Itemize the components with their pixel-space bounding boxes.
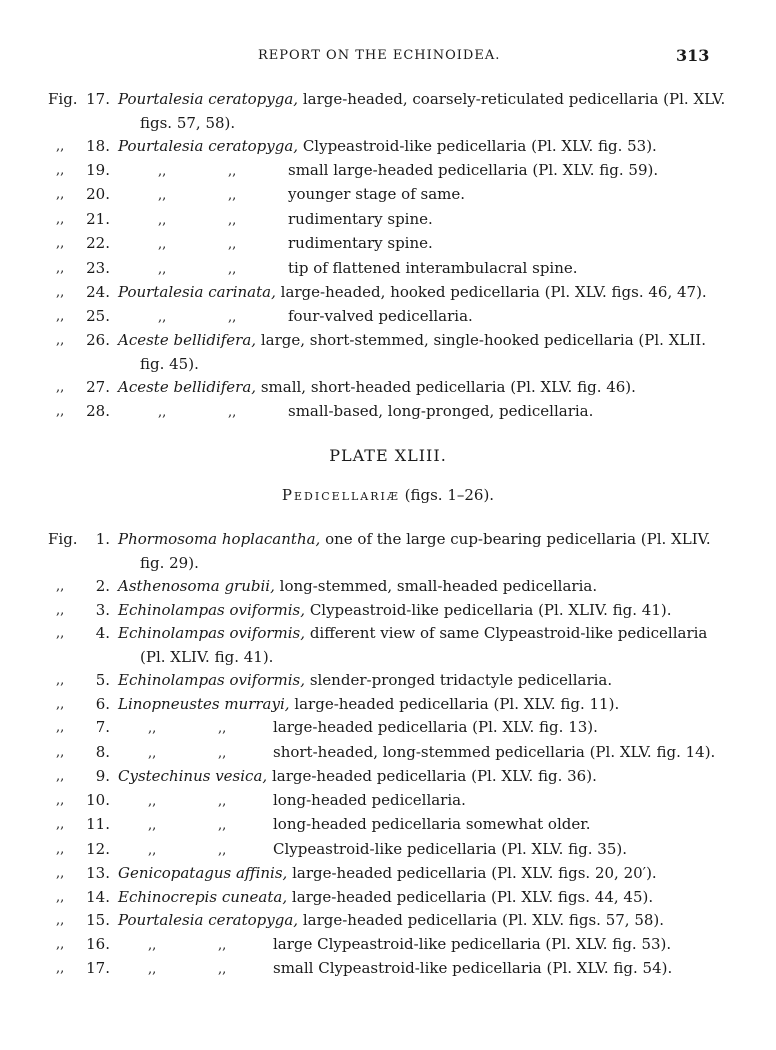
figure-caption (118, 862, 730, 886)
figure-entry (0, 622, 776, 669)
figure-number: 18. (86, 137, 110, 155)
figure-number: 17. (86, 90, 110, 108)
caption-continuation: figs. 57, 58). (140, 113, 236, 132)
figure-caption (118, 933, 730, 958)
caption-text: large-headed, hooked pedicellaria (Pl. XLV. figs. 46, 47). (280, 283, 707, 301)
figure-caption (118, 88, 730, 135)
ditto-genus: ,, (148, 937, 157, 953)
figure-caption (118, 329, 730, 376)
ditto-species: ,, (228, 188, 237, 203)
plate-subtitle (0, 486, 776, 504)
figure-number: 23. (86, 258, 110, 277)
caption-text: long-headed pedicellaria somewhat older. (273, 815, 591, 833)
caption-continuation: fig. 29). (140, 553, 199, 572)
ditto-species: ,, (218, 962, 227, 977)
ditto-genus: ,, (158, 404, 167, 420)
caption-text: Clypeastroid-like pedicellaria (Pl. XLIV. fig. 41). (309, 600, 672, 619)
plate-subtitle-heading: Pedicellariæ (281, 486, 400, 504)
figure-entry (0, 765, 776, 789)
figure-entry (0, 528, 776, 575)
fig-label: Fig. (48, 90, 78, 108)
figure-caption (118, 789, 730, 814)
figure-entry (0, 716, 776, 741)
ditto-species: ,, (228, 261, 237, 277)
fig-label: Fig. (48, 530, 78, 548)
figure-number: 20. (86, 185, 110, 203)
page-number: 313 (676, 46, 710, 65)
species-name: Cystechinus vesica, (118, 767, 268, 785)
figure-caption (118, 528, 730, 575)
figure-list-plate-xliii (0, 528, 776, 982)
species-name: Echinocrepis cuneata, (118, 887, 288, 906)
species-name: Pourtalesia ceratopyga, (118, 90, 299, 108)
figure-number: 15. (86, 911, 110, 929)
figure-number: 26. (86, 331, 110, 349)
ditto-mark: ,, (56, 236, 65, 251)
figure-number: 10. (86, 790, 110, 809)
ditto-mark: ,, (56, 333, 65, 348)
figure-caption (118, 669, 730, 693)
figure-number: 13. (86, 864, 110, 882)
species-name: Phormosoma hoplacantha, (118, 530, 321, 548)
ditto-genus: ,, (158, 212, 167, 228)
ditto-mark: ,, (56, 285, 65, 300)
figure-entry (0, 281, 776, 305)
ditto-species: ,, (228, 404, 237, 420)
figure-caption (118, 622, 730, 669)
figure-caption (118, 741, 730, 766)
figure-entry (0, 789, 776, 814)
figure-number: 7. (95, 718, 110, 736)
ditto-species: ,, (218, 842, 227, 858)
ditto-mark: ,, (56, 626, 65, 641)
ditto-mark: ,, (56, 769, 65, 784)
ditto-mark: ,, (56, 889, 65, 905)
ditto-species: ,, (228, 237, 237, 252)
ditto-mark: ,, (56, 403, 65, 419)
figure-caption (118, 281, 730, 305)
plate-subtitle-range: (figs. 1–26). (404, 486, 495, 504)
ditto-mark: ,, (56, 139, 65, 154)
caption-text: slender-pronged tridactyle pedicellaria. (309, 671, 613, 689)
figure-entry (0, 135, 776, 159)
figure-entry (0, 886, 776, 910)
figure-caption (118, 716, 730, 741)
figure-entry (0, 232, 776, 257)
caption-text: rudimentary spine. (288, 209, 433, 228)
figure-entry (0, 257, 776, 282)
figure-caption (118, 765, 730, 789)
figure-entry (0, 599, 776, 623)
figure-number: 27. (86, 378, 110, 396)
caption-text: large-headed, coarsely-reticulated pedicellaria (Pl. XLV. (302, 90, 726, 108)
figure-caption (118, 159, 730, 184)
figure-caption (118, 957, 730, 982)
species-name: Pourtalesia ceratopyga, (118, 911, 299, 929)
figure-caption (118, 257, 730, 282)
caption-text: large-headed pedicellaria (Pl. XLV. fig. 11). (294, 694, 620, 713)
ditto-mark: ,, (56, 673, 65, 688)
figure-entry (0, 208, 776, 233)
ditto-genus: ,, (148, 818, 157, 833)
caption-text: large-headed pedicellaria (Pl. XLV. fig. 13). (273, 718, 598, 736)
figure-number: 25. (86, 306, 110, 325)
species-name: Pourtalesia carinata, (118, 283, 276, 301)
figure-number: 22. (86, 234, 110, 252)
ditto-mark: ,, (56, 211, 65, 227)
caption-text: Clypeastroid-like pedicellaria (Pl. XLV. fig. 53). (302, 137, 657, 155)
running-title: REPORT ON THE ECHINOIDEA. (258, 48, 501, 63)
figure-caption (118, 813, 730, 838)
caption-text: small, short-headed pedicellaria (Pl. XLV. fig. 46). (260, 378, 636, 396)
ditto-genus: ,, (148, 793, 157, 809)
ditto-species: ,, (218, 745, 227, 761)
figure-entry (0, 933, 776, 958)
caption-text: one of the large cup-bearing pedicellaria (Pl. XLIV. (325, 530, 711, 548)
ditto-mark: ,, (56, 913, 65, 928)
figure-number: 4. (95, 624, 110, 642)
figure-number: 9. (95, 767, 110, 785)
caption-text: small large-headed pedicellaria (Pl. XLV. fig. 59). (288, 160, 659, 179)
figure-entry (0, 88, 776, 135)
ditto-mark: ,, (56, 696, 65, 712)
figure-caption (118, 909, 730, 933)
ditto-species: ,, (218, 721, 227, 736)
figure-entry (0, 862, 776, 886)
ditto-mark: ,, (56, 308, 65, 324)
species-name: Asthenosoma grubii, (118, 577, 275, 595)
ditto-genus: ,, (148, 745, 157, 761)
figure-entry (0, 159, 776, 184)
figure-caption (118, 693, 730, 717)
figure-caption (118, 183, 730, 208)
caption-text: large-headed pedicellaria (Pl. XLV. figs. 20, 20′). (292, 864, 657, 882)
species-name: Aceste bellidifera, (118, 331, 257, 349)
ditto-species: ,, (228, 309, 237, 325)
figure-number: 12. (86, 839, 110, 858)
caption-text: large-headed pedicellaria (Pl. XLV. figs. 44, 45). (291, 887, 654, 906)
ditto-mark: ,, (56, 961, 65, 976)
figure-number: 16. (86, 934, 110, 953)
ditto-mark: ,, (56, 817, 65, 832)
ditto-genus: ,, (148, 721, 157, 736)
ditto-species: ,, (218, 793, 227, 809)
ditto-genus: ,, (148, 962, 157, 977)
ditto-mark: ,, (56, 162, 65, 178)
figure-caption (118, 886, 730, 910)
species-name: Echinolampas oviformis, (118, 624, 306, 642)
species-name: Echinolampas oviformis, (118, 671, 306, 689)
figure-entry (0, 669, 776, 693)
plate-title: PLATE XLIII. (329, 446, 447, 465)
figure-number: 6. (95, 694, 110, 713)
figure-caption (118, 599, 730, 623)
figure-entry (0, 376, 776, 400)
figure-number: 28. (86, 401, 110, 420)
figure-entry (0, 957, 776, 982)
figure-caption (118, 135, 730, 159)
ditto-mark: ,, (56, 187, 65, 202)
caption-text: tip of flattened interambulacral spine. (288, 258, 578, 277)
species-name: Aceste bellidifera, (118, 378, 257, 396)
caption-continuation: (Pl. XLIV. fig. 41). (140, 647, 274, 666)
species-name: Linopneustes murrayi, (118, 694, 290, 713)
ditto-mark: ,, (56, 579, 65, 594)
caption-text: rudimentary spine. (288, 234, 433, 252)
ditto-mark: ,, (56, 841, 65, 857)
caption-text: long-headed pedicellaria. (273, 790, 466, 809)
figure-entry (0, 741, 776, 766)
caption-continuation: fig. 45). (140, 354, 199, 373)
figure-entry (0, 693, 776, 717)
figure-caption (118, 305, 730, 330)
figure-entry (0, 909, 776, 933)
ditto-species: ,, (218, 818, 227, 833)
ditto-species: ,, (228, 163, 237, 179)
figure-entry (0, 575, 776, 599)
ditto-genus: ,, (158, 188, 167, 203)
figure-entry (0, 329, 776, 376)
figure-entry (0, 838, 776, 863)
figure-number: 2. (95, 577, 110, 595)
figure-number: 21. (86, 209, 110, 228)
ditto-mark: ,, (56, 260, 65, 276)
ditto-genus: ,, (158, 163, 167, 179)
caption-text: short-headed, long-stemmed pedicellaria (Pl. XLV. fig. 14). (273, 742, 716, 761)
caption-text: younger stage of same. (288, 185, 466, 203)
caption-text: long-stemmed, small-headed pedicellaria. (279, 577, 598, 595)
caption-text: large, short-stemmed, single-hooked pedicellaria (Pl. XLII. (260, 331, 706, 349)
figure-number: 8. (95, 742, 110, 761)
caption-text: large Clypeastroid-like pedicellaria (Pl. XLV. fig. 53). (273, 934, 672, 953)
figure-number: 17. (86, 959, 110, 977)
figure-caption (118, 575, 730, 599)
ditto-mark: ,, (56, 936, 65, 952)
species-name: Genicopatagus affinis, (118, 864, 288, 882)
caption-text: large-headed pedicellaria (Pl. XLV. fig. 36). (271, 767, 597, 785)
figure-number: 19. (86, 160, 110, 179)
ditto-species: ,, (228, 212, 237, 228)
ditto-genus: ,, (158, 261, 167, 277)
ditto-species: ,, (218, 937, 227, 953)
running-header (0, 46, 776, 70)
ditto-mark: ,, (56, 720, 65, 735)
figure-caption (118, 400, 730, 425)
species-name: Pourtalesia ceratopyga, (118, 137, 299, 155)
ditto-genus: ,, (158, 237, 167, 252)
ditto-mark: ,, (56, 380, 65, 395)
ditto-mark: ,, (56, 602, 65, 618)
ditto-mark: ,, (56, 866, 65, 881)
figure-entry (0, 305, 776, 330)
ditto-mark: ,, (56, 792, 65, 808)
ditto-genus: ,, (148, 842, 157, 858)
species-name: Echinolampas oviformis, (118, 600, 306, 619)
caption-text: Clypeastroid-like pedicellaria (Pl. XLV. fig. 35). (273, 839, 628, 858)
figure-number: 1. (95, 530, 110, 548)
figure-list-plate-xlii (0, 88, 776, 424)
figure-number: 14. (86, 887, 110, 906)
figure-number: 3. (95, 600, 110, 619)
figure-caption (118, 232, 730, 257)
caption-text: small Clypeastroid-like pedicellaria (Pl. XLV. fig. 54). (273, 959, 673, 977)
figure-number: 5. (95, 671, 110, 689)
figure-number: 24. (86, 283, 110, 301)
figure-caption (118, 376, 730, 400)
figure-caption (118, 208, 730, 233)
ditto-mark: ,, (56, 744, 65, 760)
ditto-genus: ,, (158, 309, 167, 325)
caption-text: large-headed pedicellaria (Pl. XLV. figs. 57, 58). (302, 911, 665, 929)
caption-text: small-based, long-pronged, pedicellaria. (288, 401, 594, 420)
figure-entry (0, 183, 776, 208)
caption-text: four-valved pedicellaria. (288, 306, 473, 325)
figure-entry (0, 813, 776, 838)
figure-entry (0, 400, 776, 425)
figure-number: 11. (86, 815, 110, 833)
caption-text: different view of same Clypeastroid-like pedicellaria (309, 624, 708, 642)
figure-caption (118, 838, 730, 863)
